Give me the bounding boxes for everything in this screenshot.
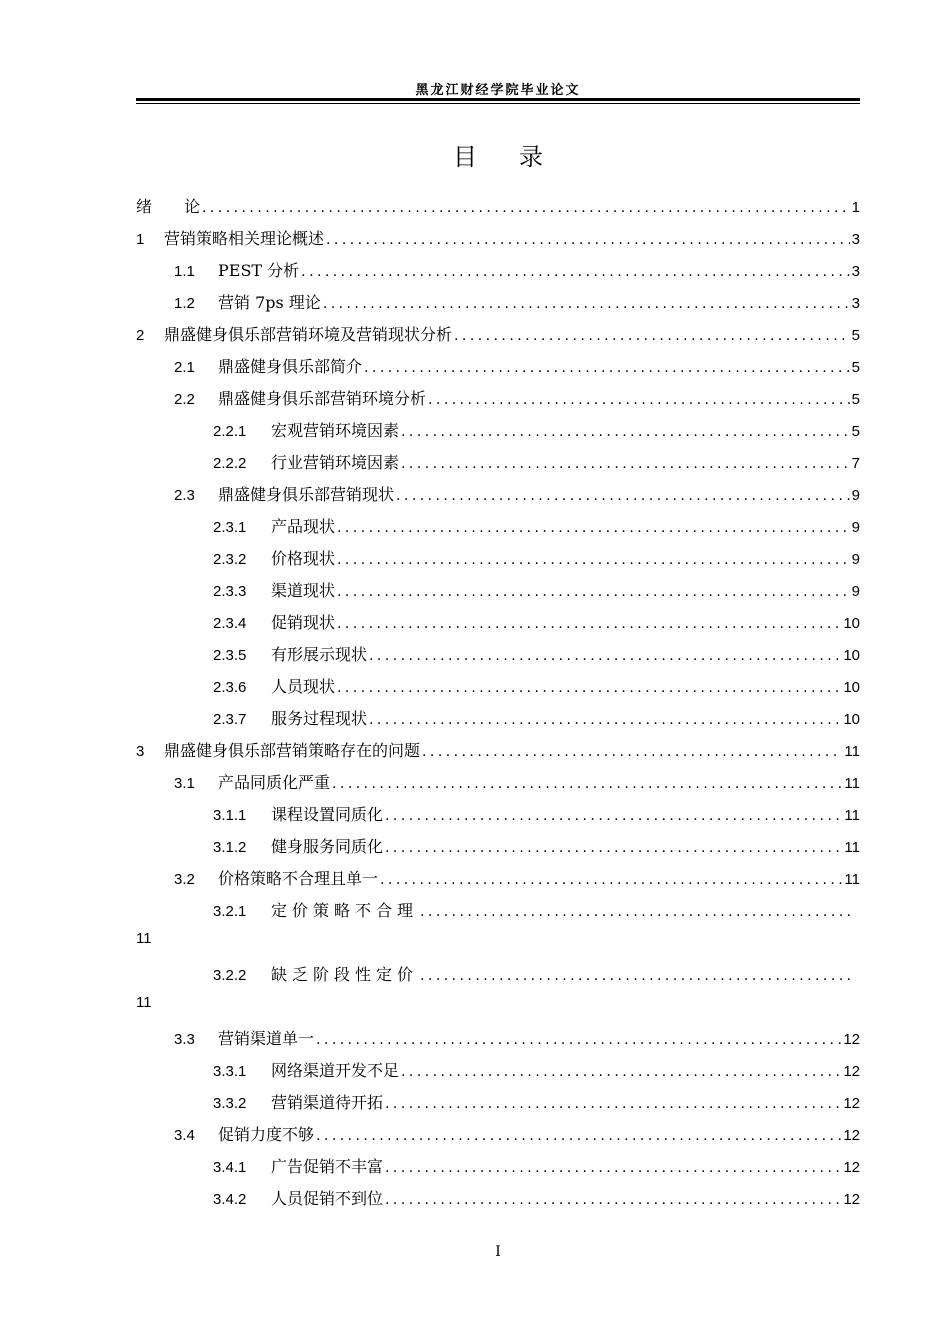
toc-leader-dots bbox=[385, 1093, 841, 1112]
toc-entry-text: 定价策略不合理 bbox=[271, 901, 419, 920]
toc-entry-page: 11 bbox=[844, 743, 860, 760]
toc-entry-text: 鼎盛健身俱乐部简介 bbox=[218, 357, 363, 376]
toc-entry-text: 人员现状 bbox=[271, 677, 336, 696]
toc-entry-text: 营销策略相关理论概述 bbox=[164, 229, 325, 248]
toc-entry-text: 课程设置同质化 bbox=[271, 805, 384, 824]
toc-entry-text: 网络渠道开发不足 bbox=[271, 1061, 400, 1080]
toc-entry[interactable] bbox=[136, 860, 860, 892]
toc-entry[interactable] bbox=[136, 956, 860, 1020]
toc-leader-dots bbox=[420, 901, 856, 920]
toc-entry[interactable] bbox=[136, 1084, 860, 1116]
toc-leader-dots bbox=[326, 229, 850, 248]
toc-leader-dots bbox=[369, 645, 841, 664]
toc-entry[interactable] bbox=[136, 284, 860, 316]
toc-entry-number: 2.2 bbox=[174, 391, 195, 408]
toc-entry[interactable] bbox=[136, 636, 860, 668]
toc-entry[interactable] bbox=[136, 1180, 860, 1212]
toc-entry-text: PEST 分析 bbox=[218, 261, 300, 280]
toc-leader-dots bbox=[454, 325, 850, 344]
toc-entry[interactable] bbox=[136, 188, 860, 220]
toc-entry-number: 3.1.2 bbox=[213, 839, 247, 856]
toc-entry-text: 广告促销不丰富 bbox=[271, 1157, 384, 1176]
toc-leader-dots bbox=[364, 357, 850, 376]
toc-entry-text: 价格现状 bbox=[271, 549, 336, 568]
toc-entry-page: 11 bbox=[844, 775, 860, 792]
toc-entry-text: 促销现状 bbox=[271, 613, 336, 632]
toc-entry-text: 价格策略不合理且单一 bbox=[218, 869, 379, 888]
toc-entry[interactable] bbox=[136, 828, 860, 860]
toc-entry-number: 2.3.5 bbox=[213, 647, 247, 664]
toc-leader-dots bbox=[396, 485, 850, 504]
page-number: I bbox=[495, 1244, 501, 1260]
toc-entry-number: 2.2.2 bbox=[213, 455, 247, 472]
toc-leader-dots bbox=[401, 453, 850, 472]
toc-entry-page: 11 bbox=[844, 871, 860, 888]
toc-entry[interactable] bbox=[136, 732, 860, 764]
toc-entry-number: 2.3.3 bbox=[213, 583, 247, 600]
toc-entry[interactable] bbox=[136, 348, 860, 380]
toc-entry-page: 11 bbox=[844, 807, 860, 824]
toc-entry-text: 营销 7ps 理论 bbox=[218, 293, 321, 312]
toc-leader-dots bbox=[401, 1061, 841, 1080]
toc-entry-text: 缺乏阶段性定价 bbox=[271, 965, 419, 984]
toc-leader-dots bbox=[337, 549, 850, 568]
toc-entry-page: 5 bbox=[851, 423, 860, 440]
toc-entry[interactable] bbox=[136, 1020, 860, 1052]
toc-entry-text: 健身服务同质化 bbox=[271, 837, 384, 856]
toc-entry-text: 产品同质化严重 bbox=[218, 773, 331, 792]
toc-entry-text: 绪 论 bbox=[136, 197, 201, 216]
toc-entry-page: 12 bbox=[843, 1191, 860, 1208]
toc-entry-page: 5 bbox=[851, 327, 860, 344]
toc-entry-text: 宏观营销环境因素 bbox=[271, 421, 400, 440]
toc-entry-text: 营销渠道待开拓 bbox=[271, 1093, 384, 1112]
toc-leader-dots bbox=[301, 261, 849, 280]
toc-entry[interactable] bbox=[136, 604, 860, 636]
toc-entry-number: 2.2.1 bbox=[213, 423, 247, 440]
toc-entry-page: 12 bbox=[843, 1095, 860, 1112]
toc-entry-number: 2.3.7 bbox=[213, 711, 247, 728]
toc-entry-number: 3.2.1 bbox=[213, 903, 247, 920]
toc-entry-page: 11 bbox=[844, 839, 860, 856]
toc-entry-text: 产品现状 bbox=[271, 517, 336, 536]
toc-entry-number: 3.1.1 bbox=[213, 807, 247, 824]
toc-leader-dots bbox=[323, 293, 850, 312]
toc-entry[interactable] bbox=[136, 764, 860, 796]
header-rule-thick bbox=[136, 98, 860, 101]
toc-entry-number: 3.4.1 bbox=[213, 1159, 247, 1176]
toc-entry[interactable] bbox=[136, 476, 860, 508]
toc-entry-number: 3.1 bbox=[174, 775, 195, 792]
toc-entry[interactable] bbox=[136, 668, 860, 700]
toc-entry-text: 服务过程现状 bbox=[271, 709, 368, 728]
toc-entry[interactable] bbox=[136, 1116, 860, 1148]
toc-leader-dots bbox=[385, 805, 842, 824]
toc-entry[interactable] bbox=[136, 700, 860, 732]
toc-entry-page: 9 bbox=[851, 519, 860, 536]
toc-entry-page: 9 bbox=[851, 487, 860, 504]
toc-entry-number: 3.2 bbox=[174, 871, 195, 888]
toc-leader-dots bbox=[369, 709, 841, 728]
toc-leader-dots bbox=[385, 837, 842, 856]
toc-entry[interactable] bbox=[136, 380, 860, 412]
toc-entry-page: 5 bbox=[851, 359, 860, 376]
toc-entry-number: 2 bbox=[136, 327, 145, 344]
toc-entry-number: 3 bbox=[136, 743, 145, 760]
toc-leader-dots bbox=[337, 613, 841, 632]
toc-entry-text: 鼎盛健身俱乐部营销环境分析 bbox=[218, 389, 427, 408]
toc-leader-dots bbox=[316, 1029, 841, 1048]
toc-entry[interactable] bbox=[136, 1052, 860, 1084]
toc-entry-page: 11 bbox=[136, 994, 152, 1011]
toc-entry-page: 5 bbox=[851, 391, 860, 408]
toc-entry-number: 2.3.2 bbox=[213, 551, 247, 568]
toc-entry-page: 12 bbox=[843, 1159, 860, 1176]
toc-entry-number: 2.3.4 bbox=[213, 615, 247, 632]
toc-entry-number: 1.2 bbox=[174, 295, 195, 312]
toc-entry[interactable] bbox=[136, 444, 860, 476]
toc-entry-number: 2.3.1 bbox=[213, 519, 247, 536]
toc-entry-page: 3 bbox=[851, 295, 860, 312]
toc-entry[interactable] bbox=[136, 796, 860, 828]
toc-entry[interactable] bbox=[136, 540, 860, 572]
toc-entry-number: 3.4 bbox=[174, 1127, 195, 1144]
toc-entry-number: 2.3.6 bbox=[213, 679, 247, 696]
toc-entry-page: 10 bbox=[843, 711, 860, 728]
toc-leader-dots bbox=[401, 421, 850, 440]
toc-entry-text: 鼎盛健身俱乐部营销现状 bbox=[218, 485, 395, 504]
toc-entry-text: 渠道现状 bbox=[271, 581, 336, 600]
toc-entry[interactable] bbox=[136, 892, 860, 956]
toc-entry-number: 3.2.2 bbox=[213, 967, 247, 984]
toc-entry[interactable] bbox=[136, 252, 860, 284]
toc-entry[interactable] bbox=[136, 508, 860, 540]
toc-entry[interactable] bbox=[136, 220, 860, 252]
toc-leader-dots bbox=[385, 1157, 841, 1176]
toc-entry-number: 1 bbox=[136, 231, 145, 248]
toc-entry-text: 鼎盛健身俱乐部营销环境及营销现状分析 bbox=[164, 325, 453, 344]
toc-entry[interactable] bbox=[136, 316, 860, 348]
toc-leader-dots bbox=[420, 965, 856, 984]
table-of-contents bbox=[136, 188, 860, 1212]
toc-entry-page: 12 bbox=[843, 1127, 860, 1144]
toc-entry-number: 1.1 bbox=[174, 263, 195, 280]
toc-leader-dots bbox=[202, 197, 850, 216]
toc-entry[interactable] bbox=[136, 412, 860, 444]
toc-entry-page: 11 bbox=[136, 930, 152, 947]
toc-entry-number: 3.4.2 bbox=[213, 1191, 247, 1208]
toc-entry-number: 3.3.1 bbox=[213, 1063, 247, 1080]
toc-entry-text: 促销力度不够 bbox=[218, 1125, 315, 1144]
toc-entry-page: 10 bbox=[843, 679, 860, 696]
toc-title: 目录 bbox=[453, 143, 585, 171]
toc-leader-dots bbox=[428, 389, 850, 408]
toc-leader-dots bbox=[337, 517, 850, 536]
toc-entry-page: 3 bbox=[851, 231, 860, 248]
toc-leader-dots bbox=[380, 869, 842, 888]
toc-entry-page: 9 bbox=[851, 551, 860, 568]
toc-entry-page: 10 bbox=[843, 647, 860, 664]
toc-entry-number: 2.3 bbox=[174, 487, 195, 504]
toc-leader-dots bbox=[422, 741, 842, 760]
toc-entry-text: 营销渠道单一 bbox=[218, 1029, 315, 1048]
toc-entry[interactable] bbox=[136, 1148, 860, 1180]
toc-leader-dots bbox=[337, 581, 850, 600]
toc-leader-dots bbox=[385, 1189, 841, 1208]
toc-entry-text: 行业营销环境因素 bbox=[271, 453, 400, 472]
toc-entry-page: 12 bbox=[843, 1063, 860, 1080]
toc-entry-page: 7 bbox=[851, 455, 860, 472]
toc-entry-text: 有形展示现状 bbox=[271, 645, 368, 664]
toc-leader-dots bbox=[337, 677, 841, 696]
toc-entry-number: 2.1 bbox=[174, 359, 195, 376]
toc-entry-page: 10 bbox=[843, 615, 860, 632]
toc-entry-page: 9 bbox=[851, 583, 860, 600]
header-rule-thin bbox=[136, 103, 860, 104]
toc-entry-number: 3.3.2 bbox=[213, 1095, 247, 1112]
toc-leader-dots bbox=[316, 1125, 841, 1144]
toc-entry-page: 1 bbox=[851, 199, 860, 216]
toc-entry-page: 3 bbox=[851, 263, 860, 280]
toc-entry[interactable] bbox=[136, 572, 860, 604]
toc-entry-text: 鼎盛健身俱乐部营销策略存在的问题 bbox=[164, 741, 421, 760]
toc-entry-number: 3.3 bbox=[174, 1031, 195, 1048]
toc-entry-text: 人员促销不到位 bbox=[271, 1189, 384, 1208]
running-header-title: 黑龙江财经学院毕业论文 bbox=[415, 83, 581, 98]
toc-entry-page: 12 bbox=[843, 1031, 860, 1048]
toc-leader-dots bbox=[332, 773, 842, 792]
